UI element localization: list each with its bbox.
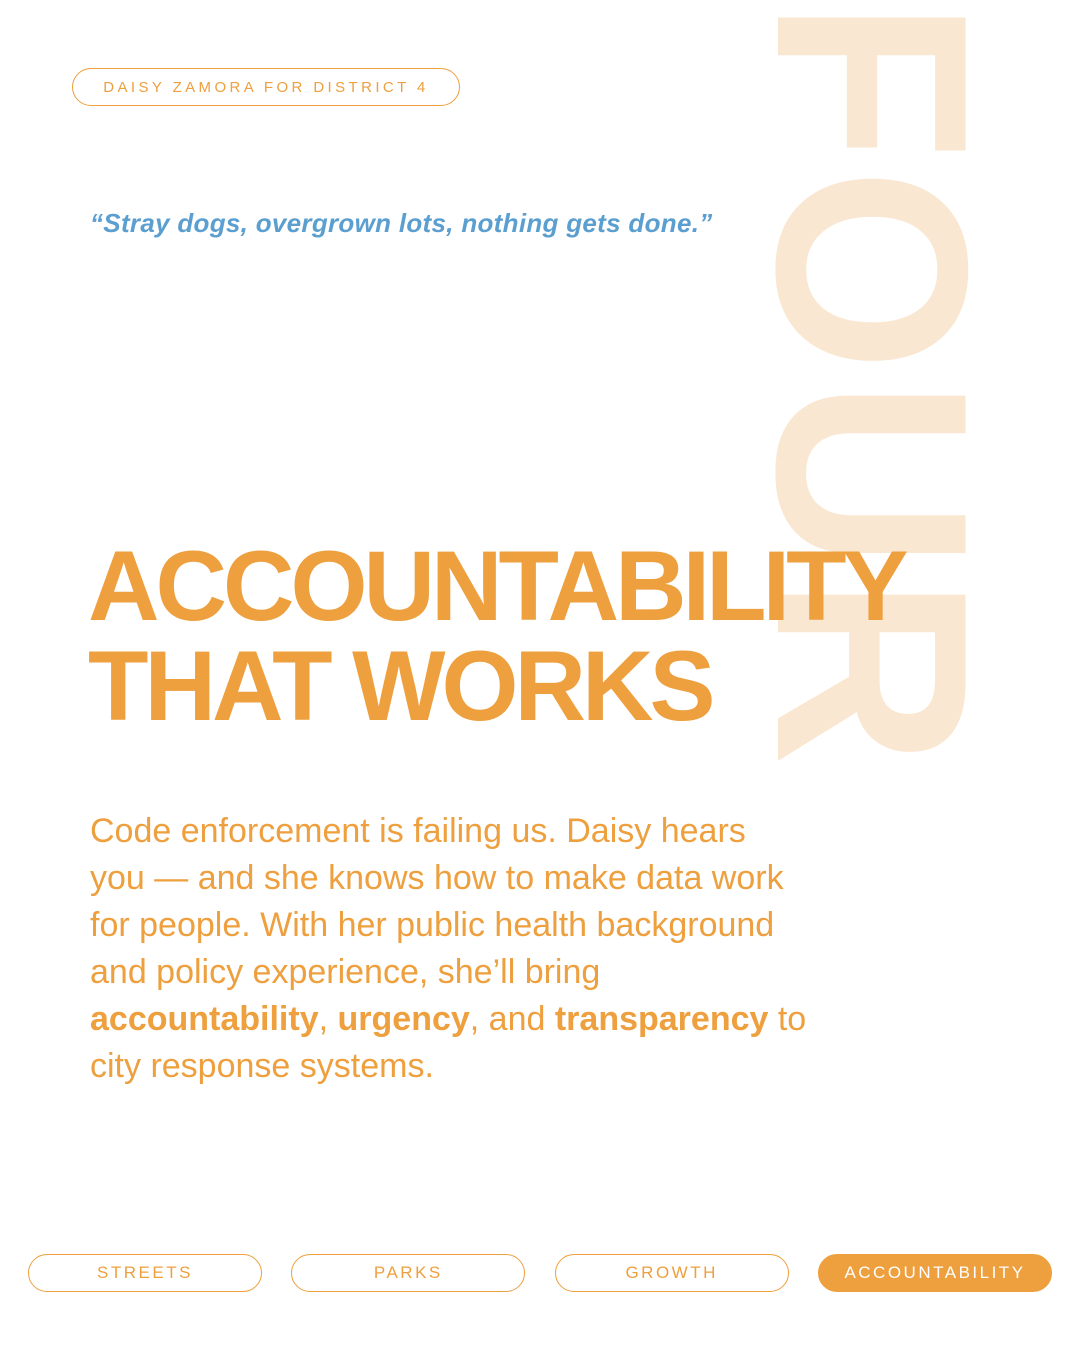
headline-line-1: ACCOUNTABILITY — [88, 530, 905, 641]
watermark-four: FOUR — [719, 0, 1025, 775]
tab-growth[interactable]: GROWTH — [555, 1254, 789, 1292]
body-separator-2: , and — [469, 1000, 555, 1038]
tab-accountability[interactable]: ACCOUNTABILITY — [818, 1254, 1052, 1292]
emphasis-urgency: urgency — [337, 1000, 470, 1038]
emphasis-accountability: accountability — [90, 1000, 319, 1038]
body-outro: to city response systems. — [90, 1000, 807, 1085]
topic-tabs — [28, 1254, 1052, 1292]
headline — [88, 530, 905, 741]
resident-quote: “Stray dogs, overgrown lots, nothing gets done.” — [90, 208, 713, 238]
body-paragraph — [90, 808, 810, 1090]
headline-line-2: THAT WORKS — [88, 630, 712, 741]
emphasis-transparency: transparency — [554, 1000, 769, 1038]
tab-streets[interactable]: STREETS — [28, 1254, 262, 1292]
tab-parks[interactable]: PARKS — [291, 1254, 525, 1292]
body-intro: Code enforcement is failing us. Daisy hears you — and she knows how to make data work for people. With her public health background and policy experience, she’ll bring — [90, 812, 784, 991]
body-separator-1: , — [318, 1000, 338, 1038]
candidate-badge: DAISY ZAMORA FOR DISTRICT 4 — [72, 68, 460, 106]
